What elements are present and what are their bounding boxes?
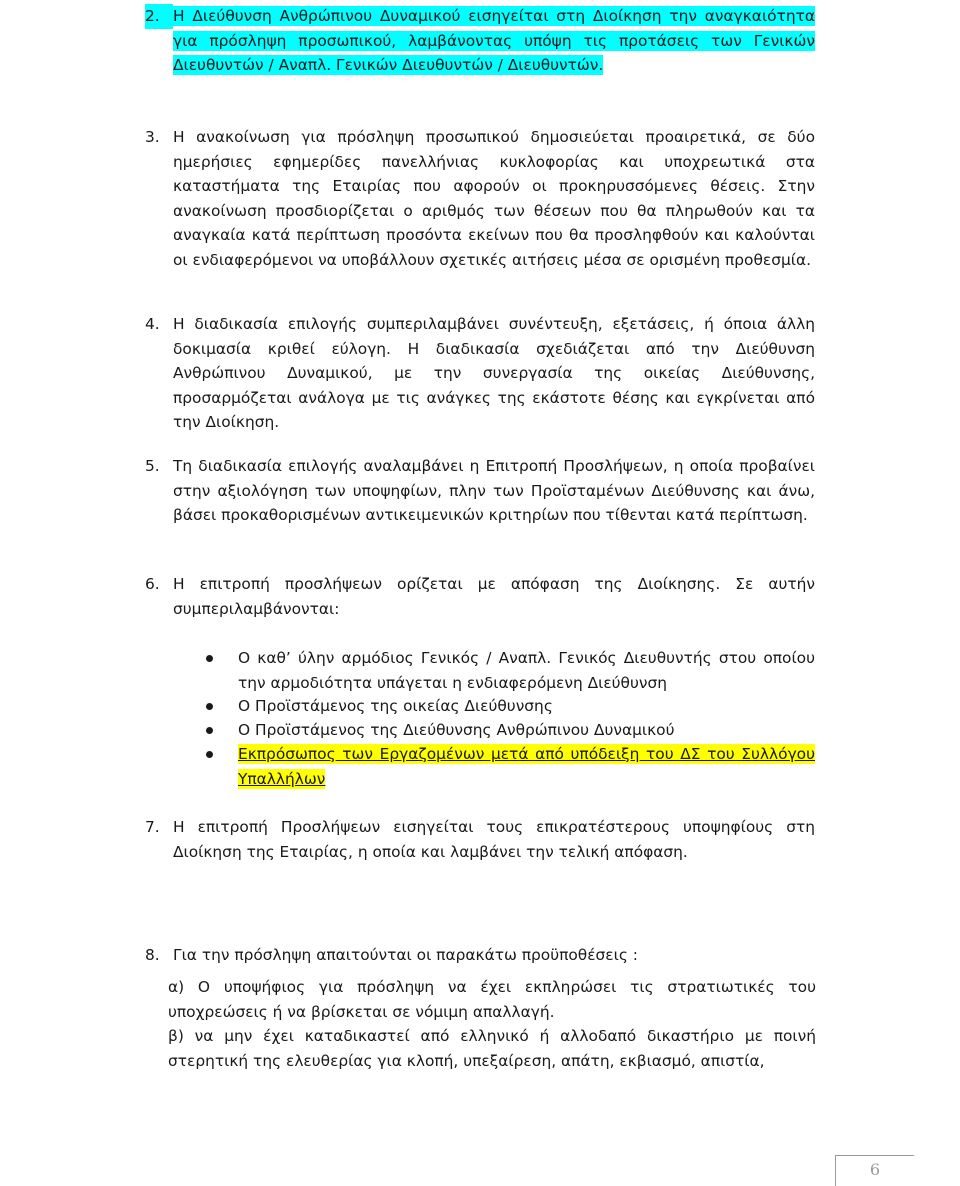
bullet-icon [206,727,213,734]
bullet-text: Ο Προϊστάμενος της οικείας Διεύθυνσης [238,697,553,715]
item-number: 8. [145,946,160,964]
item-number: 6. [145,575,160,593]
bullet-text: Εκπρόσωπος των Εργαζομένων μετά από υπόδειξη του ΔΣ του Συλλόγου Υπαλλήλων [238,745,815,788]
bullet-icon [206,751,213,758]
bullet-item [170,646,815,695]
page-number: 6 [835,1155,914,1186]
item-text: Η διαδικασία επιλογής συμπεριλαμβάνει συνέντευξη, εξετάσεις, ή όποια άλλη δοκιμασία κριθεί εύλογη. Η διαδικασία σχεδιάζεται από την Διεύθυνση Ανθρώπινου Δυναμικού, με την συνεργασία της οικείας Διεύθυνσης, προσαρμόζεται ανάλογα με τις ανάγκες της εκάστοτε θέσης και εγκρίνεται από την Διοίκηση. [173,315,815,431]
bullet-icon [206,655,213,662]
list-item-8 [145,943,815,968]
item-number: 2. [145,4,173,29]
item-text: Η επιτροπή προσλήψεων ορίζεται με απόφαση της Διοίκησης. Σε αυτήν συμπεριλαμβάνονται: [173,575,815,618]
item-text: Η επιτροπή Προσλήψεων εισηγείται τους επικρατέστερους υποψηφίους στη Διοίκηση της Εταιρίας, η οποία και λαμβάνει την τελική απόφαση. [173,818,815,861]
list-item-7 [145,815,815,864]
sub-item-text: α) Ο υποψήφιος για πρόσληψη να έχει εκπληρώσει τις στρατιωτικές του υποχρεώσεις ή να βρίσκεται σε νόμιμη απαλλαγή. [168,978,816,1021]
item-number: 5. [145,457,160,475]
sub-item-a [168,975,816,1024]
bullet-item [170,694,815,719]
list-item-5 [145,454,815,528]
list-item-2 [145,4,815,78]
item-number: 7. [145,818,160,836]
bullet-item-highlighted [170,742,815,791]
item-text: Για την πρόσληψη απαιτούνται οι παρακάτω προϋποθέσεις : [173,946,638,964]
sub-item-text: β) να μην έχει καταδικαστεί από ελληνικό ή αλλοδαπό δικαστήριο με ποινή στερητική της ελευθερίας για κλοπή, υπεξαίρεση, απάτη, εκβιασμό, απιστία, [168,1027,816,1070]
list-item-3 [145,125,815,272]
item-text: Τη διαδικασία επιλογής αναλαμβάνει η Επιτροπή Προσλήψεων, η οποία προβαίνει στην αξιολόγηση των υποψηφίων, πλην των Προϊσταμένων Διεύθυνσης και άνω, βάσει προκαθορισμένων αντικειμενικών κριτηρίων που τίθενται κατά περίπτωση. [173,457,815,524]
list-item-4 [145,312,815,435]
bullet-text: Ο Προϊστάμενος της Διεύθυνσης Ανθρώπινου Δυναμικού [238,721,675,739]
item-number: 4. [145,315,160,333]
bullet-icon [206,703,213,710]
list-item-6 [145,572,815,621]
item-text: Η ανακοίνωση για πρόσληψη προσωπικού δημοσιεύεται προαιρετικά, σε δύο ημερήσιες εφημερίδες πανελλήνιας κυκλοφορίας και υποχρεωτικά στα καταστήματα της Εταιρίας που αφορούν οι προκηρυσσόμενες θέσεις. Στην ανακοίνωση προσδιορίζεται ο αριθμός των θέσεων που θα πληρωθούν και τα αναγκαία κατά περίπτωση προσόντα εκείνων που θα προσληφθούν και καλούνται οι ενδιαφερόμενοι να υποβάλλουν σχετικές αιτήσεις μέσα σε ορισμένη προθεσμία. [173,128,815,269]
bullet-item [170,718,815,743]
item-number: 3. [145,128,160,146]
item-text: Η Διεύθυνση Ανθρώπινου Δυναμικού εισηγείται στη Διοίκηση την αναγκαιότητα για πρόσληψη προσωπικού, λαμβάνοντας υπόψη τις προτάσεις των Γενικών Διευθυντών / Αναπλ. Γενικών Διευθυντών / Διευθυντών. [173,7,815,74]
sub-item-b [168,1024,816,1073]
bullet-text: Ο καθ’ ύλην αρμόδιος Γενικός / Αναπλ. Γενικός Διευθυντής στου οποίου την αρμοδιότητα υπάγεται η ενδιαφερόμενη Διεύθυνση [238,649,815,692]
